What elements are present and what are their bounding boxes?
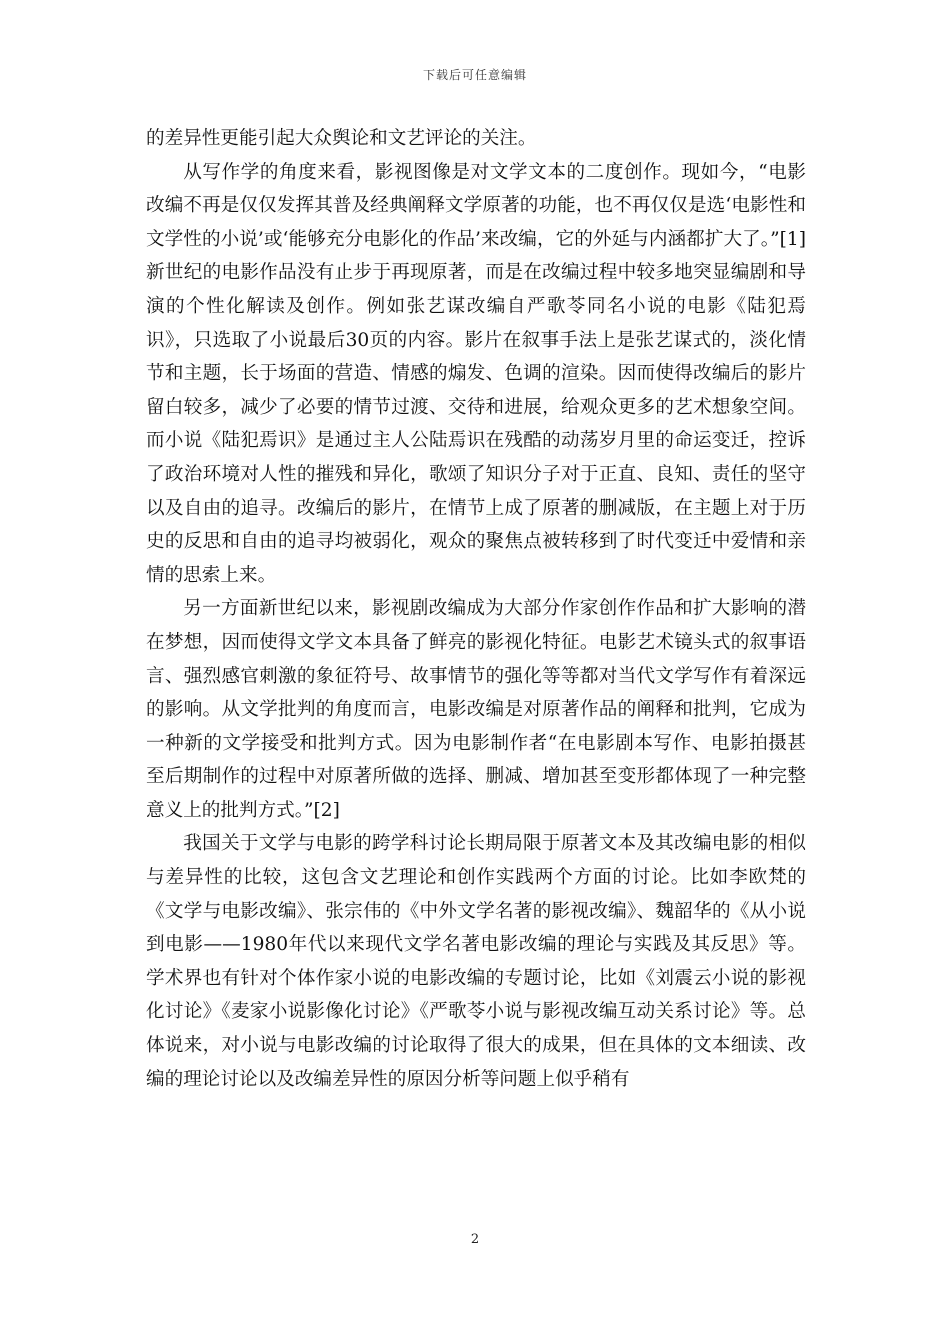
paragraph: 另一方面新世纪以来，影视剧改编成为大部分作家创作作品和扩大影响的潜在梦想，因而使得文学文本具备了鲜亮的影视化特征。电影艺术镜头式的叙事语言、强烈感官刺激的象征符号、故事情节的强化等等都对当代文学写作有着深远的影响。从文学批判的角度而言，电影改编是对原著作品的阐释和批判，它成为一种新的文学接受和批判方式。因为电影制作者“在电影剧本写作、电影拍摄甚至后期制作的过程中对原著所做的选择、删减、增加甚至变形都体现了一种完整意义上的批判方式。”[2] bbox=[146, 598, 806, 821]
paragraph: 我国关于文学与电影的跨学科讨论长期局限于原著文本及其改编电影的相似与差异性的比较，这包含文艺理论和创作实践两个方面的讨论。比如李欧梵的《文学与电影改编》、张宗伟的《中外文学名著的影视改编》、魏韶华的《从小说到电影——1980年代以来现代文学名著电影改编的理论与实践及其反思》等。学术界也有针对个体作家小说的电影改编的专题讨论，比如《刘震云小说的影视化讨论》《麦家小说影像化讨论》《严歌苓小说与影视改编互动关系讨论》等。总体说来，对小说与电影改编的讨论取得了很大的成果，但在具体的文本细读、改编的理论讨论以及改编差异性的原因分析等问题上似乎稍有 bbox=[146, 833, 806, 1090]
document-body bbox=[146, 122, 806, 1096]
paragraph: 从写作学的角度来看，影视图像是对文学文本的二度创作。现如今，“电影改编不再是仅仅发挥其普及经典阐释文学原著的功能，也不再仅仅是选‘电影性和文学性的小说’或‘能够充分电影化的作品’来改编，它的外延与内涵都扩大了。”[1]新世纪的电影作品没有止步于再现原著，而是在改编过程中较多地突显编剧和导演的个性化解读及创作。例如张艺谋改编自严歌苓同名小说的电影《陆犯焉识》，只选取了小说最后30页的内容。影片在叙事手法上是张艺谋式的，淡化情节和主题，长于场面的营造、情感的煽发、色调的渲染。因而使得改编后的影片留白较多，减少了必要的情节过渡、交待和进展，给观众更多的艺术想象空间。而小说《陆犯焉识》是通过主人公陆焉识在残酷的动荡岁月里的命运变迁，控诉了政治环境对人性的摧残和异化，歌颂了知识分子对于正直、良知、责任的坚守以及自由的追寻。改编后的影片，在情节上成了原著的删减版，在主题上对于历史的反思和自由的追寻均被弱化，观众的聚焦点被转移到了时代变迁中爱情和亲情的思索上来。 bbox=[146, 161, 806, 586]
paragraph-continuation: 的差异性更能引起大众舆论和文艺评论的关注。 bbox=[146, 128, 537, 149]
page-number: 2 bbox=[470, 1232, 480, 1247]
page-header: 下载后可任意编辑 bbox=[422, 68, 527, 82]
